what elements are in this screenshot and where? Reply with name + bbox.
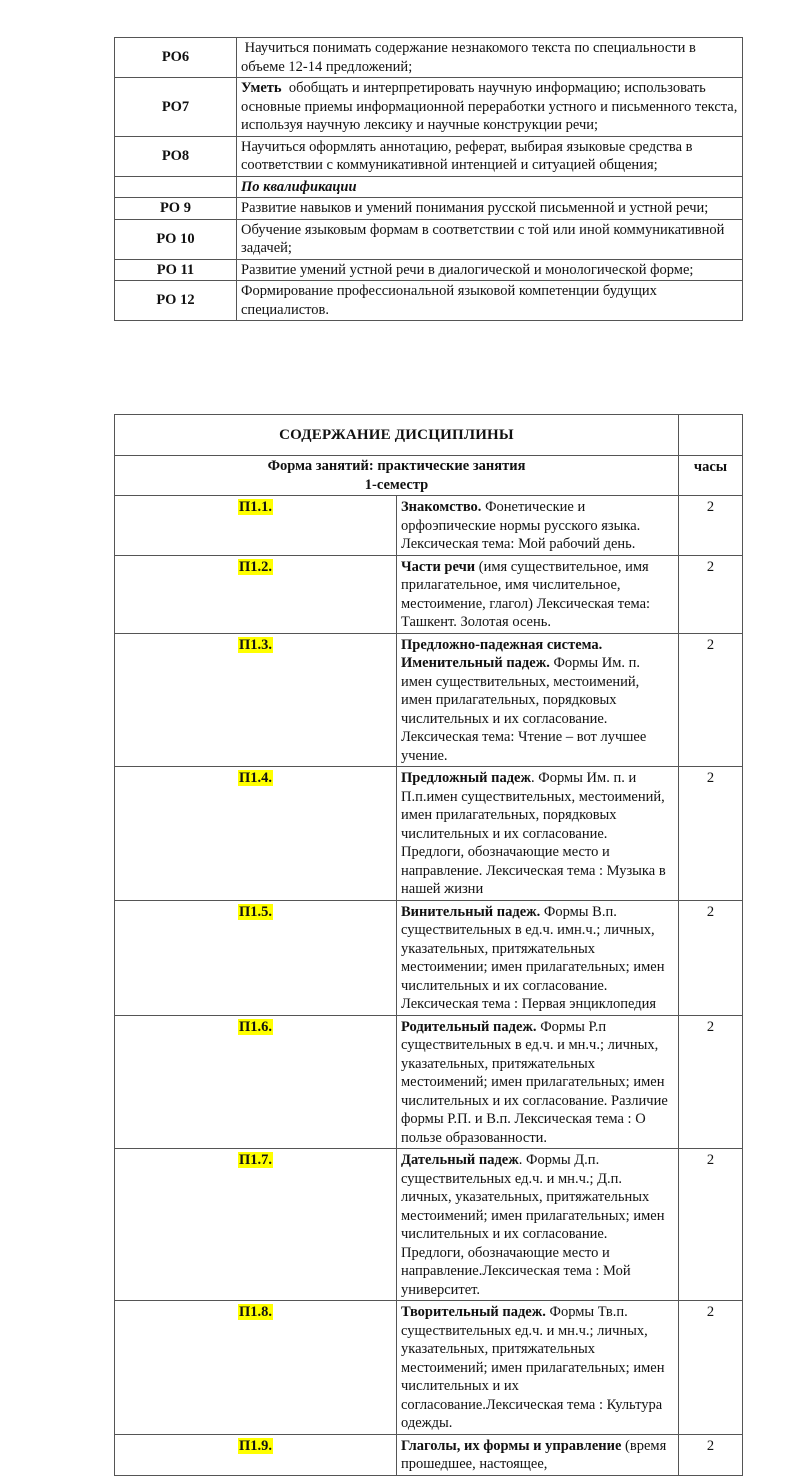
outcome-code: РО6	[115, 38, 237, 78]
lesson-topic	[397, 767, 679, 901]
lesson-number: П1.9.	[238, 1437, 273, 1454]
outcome-description	[237, 281, 743, 321]
outcome-subheading: По квалификации	[241, 178, 357, 195]
content-form-row	[115, 456, 743, 496]
semester-label: 1-семестр	[364, 476, 429, 493]
lesson-number: П1.7.	[238, 1152, 273, 1168]
lesson-topic-text: Формы В.п. существительных в ед.ч. имн.ч.; личных, указательных, притяжательных местоимении; имен прилагательных; имен числительных и их согласование. Лексическая тема : Первая энциклопедия	[401, 903, 669, 1012]
empty-cell	[679, 415, 743, 456]
lesson-topic-title: Глаголы, их формы и управление	[401, 1437, 622, 1454]
outcome-text: Формирование профессиональной языковой компетенции будущих специалистов.	[241, 283, 661, 318]
lesson-row	[115, 1149, 743, 1301]
outcome-lead-word: Уметь	[241, 80, 282, 96]
lesson-topic-title: Знакомство.	[401, 499, 482, 515]
lesson-topic	[397, 633, 679, 767]
lesson-topic-title: Предложно-падежная система. Именительный падеж.	[401, 636, 603, 671]
lesson-row	[115, 900, 743, 1015]
lesson-row	[115, 633, 743, 767]
lesson-topic	[397, 1434, 679, 1475]
lesson-topic-title: Предложный падеж	[401, 770, 532, 786]
outcome-row	[115, 259, 743, 281]
lesson-number: П1.6.	[238, 1018, 273, 1035]
lesson-number-cell	[115, 1434, 397, 1475]
lesson-topic-title: Творительный падеж.	[401, 1304, 546, 1320]
lesson-number-cell	[115, 900, 397, 1015]
outcome-code: РО 12	[115, 281, 237, 321]
lesson-topic	[397, 1015, 679, 1149]
lesson-topic-title: Дательный падеж	[401, 1152, 519, 1168]
learning-outcomes-table	[114, 37, 743, 321]
lesson-hours: 2	[679, 555, 743, 633]
lesson-hours: 2	[679, 1149, 743, 1301]
outcome-text: Развитие умений устной речи в диалогической и монологической форме;	[241, 261, 694, 278]
outcome-description	[237, 38, 743, 78]
lesson-topic-text: Формы Р.п существительных в ед.ч. и мн.ч.; личных, указательных, притяжательных местоимений; имен прилагательных; имен числительных и их согласование. Различие формы Р.П. и В.п. Лексическая тема : О пользе образованности.	[401, 1018, 672, 1146]
lesson-row	[115, 1301, 743, 1435]
lesson-number-cell	[115, 1015, 397, 1149]
form-label: Форма занятий: практические занятия	[267, 458, 526, 474]
outcome-code: РО 10	[115, 219, 237, 259]
lesson-topic	[397, 555, 679, 633]
content-title-row	[115, 415, 743, 456]
outcome-text: Развитие навыков и умений понимания русской письменной и устной речи;	[241, 200, 709, 216]
lesson-row	[115, 496, 743, 556]
form-of-classes	[115, 456, 679, 496]
lesson-hours: 2	[679, 1301, 743, 1435]
outcome-row	[115, 136, 743, 176]
lesson-hours: 2	[679, 633, 743, 767]
lesson-hours: 2	[679, 496, 743, 556]
lesson-number-cell	[115, 767, 397, 901]
lesson-topic-title: Родительный падеж.	[401, 1018, 537, 1035]
outcome-code	[115, 176, 237, 198]
lesson-topic	[397, 496, 679, 556]
lesson-topic-text: Формы Им. п. имен существительных, местоимений, имен прилагательных, порядковых числительных и их согласование. Лексическая тема: Чтение – вот лучшее учение.	[401, 655, 650, 764]
outcome-description	[237, 136, 743, 176]
lesson-hours: 2	[679, 767, 743, 901]
outcome-text: Обучение языковым формам в соответствии с той или иной коммуникативной задачей;	[241, 221, 728, 256]
lesson-topic-text: (время прошедшее, настоящее,	[401, 1437, 670, 1472]
outcome-code: РО8	[115, 136, 237, 176]
lesson-number-cell	[115, 1301, 397, 1435]
outcome-code: РО 11	[115, 259, 237, 281]
lesson-hours: 2	[679, 1434, 743, 1475]
lesson-topic-text: Фонетические и орфоэпические нормы русского языка. Лексическая тема: Мой рабочий день.	[401, 499, 644, 552]
lesson-topic-text: . Формы Им. п. и П.п.имен существительных, местоимений, имен прилагательных, порядковых числительных и их согласование. Предлоги, обозначающие место и направление. Лексическая тема : Музыка в нашей жизни	[401, 770, 670, 897]
outcome-description	[237, 78, 743, 137]
outcome-row	[115, 281, 743, 321]
outcome-row	[115, 176, 743, 198]
lesson-hours: 2	[679, 900, 743, 1015]
lesson-number-cell	[115, 496, 397, 556]
outcome-row	[115, 198, 743, 220]
lesson-number: П1.8.	[238, 1304, 273, 1320]
lesson-number-cell	[115, 555, 397, 633]
outcome-description	[237, 259, 743, 281]
lesson-topic	[397, 1149, 679, 1301]
lesson-number: П1.5.	[238, 903, 273, 920]
outcome-text: Научиться понимать содержание незнакомого текста по специальности в объеме 12-14 предложений;	[241, 40, 700, 75]
lesson-number-cell	[115, 633, 397, 767]
lesson-topic-title: Части речи	[401, 558, 476, 575]
lesson-number: П1.4.	[238, 770, 273, 786]
outcome-row	[115, 38, 743, 78]
lesson-topic	[397, 900, 679, 1015]
lesson-topic	[397, 1301, 679, 1435]
outcome-code: РО 9	[115, 198, 237, 220]
lesson-topic-text: . Формы Д.п. существительных ед.ч. и мн.ч.; Д.п. личных, указательных, притяжательных местоимений; имен прилагательных; имен числительных и их согласование. Предлоги, обозначающие место и направление.Лексическая тема : Мой университет.	[401, 1152, 669, 1298]
lesson-topic-text: (имя существительное, имя прилагательное, имя числительное, местоимение, глагол) Лексическая тема: Ташкент. Золотая осень.	[401, 558, 654, 630]
lesson-row	[115, 767, 743, 901]
outcome-description	[237, 198, 743, 220]
lesson-topic-title: Винительный падеж.	[401, 903, 541, 920]
outcome-row	[115, 78, 743, 137]
lesson-number: П1.3.	[238, 636, 273, 653]
lesson-topic-text: Формы Тв.п. существительных ед.ч. и мн.ч.; личных, указательных, притяжательных местоимений; имен прилагательных; имен числительных и их согласование.Лексическая тема : Культура одежды.	[401, 1304, 669, 1431]
lesson-row	[115, 1015, 743, 1149]
outcome-text: Научиться оформлять аннотацию, реферат, выбирая языковые средства в соответствии с коммуникативной интенцией и ситуацией общения;	[241, 138, 697, 173]
lesson-number-cell	[115, 1149, 397, 1301]
lesson-number: П1.2.	[238, 558, 273, 575]
lesson-number: П1.1.	[238, 499, 273, 515]
outcome-row	[115, 219, 743, 259]
lesson-row	[115, 555, 743, 633]
hours-header: часы	[679, 456, 743, 496]
outcome-code: РО7	[115, 78, 237, 137]
outcome-text: обобщать и интерпретировать научную информацию; использовать основные приемы информационной переработки устного и письменного текста, используя научную лексику и научные конструкции речи;	[241, 80, 741, 133]
content-title: СОДЕРЖАНИЕ ДИСЦИПЛИНЫ	[115, 415, 679, 456]
lesson-hours: 2	[679, 1015, 743, 1149]
outcome-description	[237, 176, 743, 198]
lesson-row	[115, 1434, 743, 1475]
course-content-table	[114, 414, 743, 1476]
outcome-description	[237, 219, 743, 259]
